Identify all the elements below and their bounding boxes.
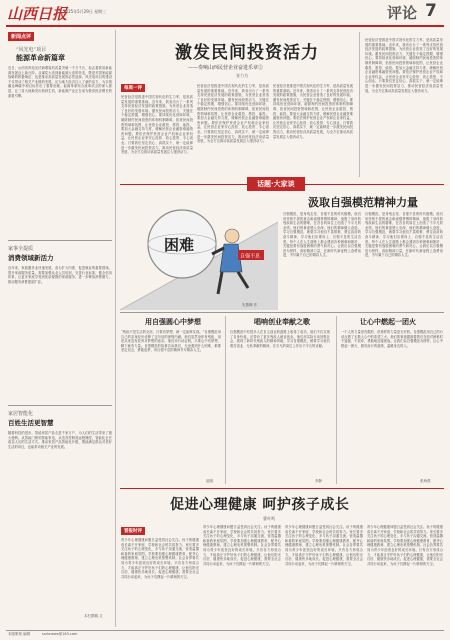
section-title: 评论: [387, 4, 418, 22]
bottom-body-col3: 青少年心理健康问题日益受到社会关注。孩子的健康成长离不开家庭、学校和社会的共同努力。家长要多关注孩子的心理变化，多与孩子沟通交流，营造温馨和谐的家庭氛围。学校要加强心理健康教育，配齐心理健康教师，建立心理危机预警机制。社会各界要共同为青少年创造良好的成长环境。只有各方形成合力，才能真正守护好孩子们的心理健康，让他们阳光自信、健康快乐地成长。促进心理健康，需要全社会共同行动起来，为孩子们撑起一片晴朗的天空。: [285, 525, 363, 566]
top-body-col3: 民营经济是推进中国式现代化的生力军，是高质量发展的重要基础。近年来，我省出台了一系列支持民营经济发展的政策措施，为民营企业营造了良好的发展环境。激发民间投资活力，关键在于稳定预期、增强信心。要持续优化营商环境，破除制约民间投资的体制机制障碍，拓宽民间投资领域和范围，让民营企业敢投、愿投、能投。要加大金融支持力度，缓解民营企业融资难融资贵问题。要依法保护民营企业产权和企业家权益，让民营企业家安心经营、放心投资、专心创业。只要我们坚定信心、真抓实干，就一定能够进一步激发民间投资活力，推动民营经济高质量发展，为全方位推动高质量发展注入强劲动力。: [273, 84, 353, 139]
left-subhead-2: 家事全提质: [8, 246, 34, 252]
top-right-divider: [359, 32, 360, 177]
sub2-author: 李静: [315, 479, 322, 483]
news-comment-tag: 新闻点评: [8, 32, 34, 41]
cartoon-tag: 自强不息: [240, 253, 261, 260]
jinbao-comment-tag: 晋报时评: [121, 527, 145, 535]
sub2-title: 唱响创业奉献之歌: [254, 318, 310, 326]
left-body-1: 近日，山西省风电光伏新增装机容量突破一千万千瓦，标志着我省新能源发展迈上新台阶。从煤炭大省到新能源大省的转变，既是对国家能源战略的积极响应，也是推动高质量发展的必然选择。风光电项目的建设不仅带动了相关产业链的发展，还为地方经济注入了新的活力，为实现碳达峰碳中和目标作出了重要贡献。能源革命综合改革试点的深入推进，让三晋大地焕发出勃勃生机，新能源产业正在成为我省经济增长的重要引擎。: [8, 66, 112, 98]
topic-sub-rule: [120, 312, 444, 313]
left-subhead-1: “风光电”项目: [16, 47, 47, 53]
top-subtitle: ——奏响山西民营企业奋进乐章②: [188, 65, 264, 71]
weekly-comment-tag: 每周一评: [121, 84, 145, 92]
left-body-3: 随着科技的进步，智能家居产品走进千家万户，为人们的生活带来了极大便利。从智能门锁到智能家电，从语音控制到远程操控，智能化正在改变人们的生活方式。推动家居产品智能化升级，既能满足群众对美好生活的向往，也能带动相关产业的发展。: [8, 431, 112, 449]
masthead-logo: 山西日报: [7, 5, 68, 23]
topic-body-col1: 自强模范，是身残志坚、自强不息的时代楷模。他们用坚韧不拔的意志和顽强拼搏的精神，战胜了身体的残疾和生活的磨难，在各自的岗位上创造了不平凡的业绩。他们的事迹感人至深，他们的精神催人奋进。学习自强模范，就要学习他们不畏艰难、勇往直前的奋斗精神，学习他们乐观向上、自强不息的生活态度。每个人在人生道路上都会遇到各种困难和挫折，关键是要有战胜困难的勇气和决心。让我们以自强模范为榜样，汲取精神力量，在新时代新征程上奋勇前进，书写属于自己的精彩人生。: [283, 212, 361, 258]
left-divider-1: [8, 240, 112, 241]
sub1-author: 赵刚: [206, 479, 213, 483]
top-headline: 激发民间投资活力: [175, 43, 319, 63]
issue-date: 2025年5月29日 星期三: [63, 9, 107, 14]
top-body-col1: 民营经济是推进中国式现代化的生力军，是高质量发展的重要基础。近年来，我省出台了一系列支持民营经济发展的政策措施，为民营企业营造了良好的发展环境。激发民间投资活力，关键在于稳定预期、增强信心。要持续优化营商环境，破除制约民间投资的体制机制障碍，拓宽民间投资领域和范围，让民营企业敢投、愿投、能投。要加大金融支持力度，缓解民营企业融资难融资贵问题。要依法保护民营企业产权和企业家权益，让民营企业家安心经营、放心投资、专心创业。只要我们坚定信心、真抓实干，就一定能够进一步激发民间投资活力，推动民营经济高质量发展，为全方位推动高质量发展注入强劲动力。: [121, 95, 193, 155]
sub1-title: 用自强圆心中梦想: [145, 318, 201, 326]
bottom-body-col1: 青少年心理健康问题日益受到社会关注。孩子的健康成长离不开家庭、学校和社会的共同努力。家长要多关注孩子的心理变化，多与孩子沟通交流，营造温馨和谐的家庭氛围。学校要加强心理健康教育，配齐心理健康教师，建立心理危机预警机制。社会各界要共同为青少年创造良好的成长环境。只有各方形成合力，才能真正守护好孩子们的心理健康，让他们阳光自信、健康快乐地成长。促进心理健康，需要全社会共同行动起来，为孩子们撑起一片晴朗的天空。: [121, 538, 199, 579]
bottom-body-col2: 青少年心理健康问题日益受到社会关注。孩子的健康成长离不开家庭、学校和社会的共同努力。家长要多关注孩子的心理变化，多与孩子沟通交流，营造温馨和谐的家庭氛围。学校要加强心理健康教育，配齐心理健康教师，建立心理危机预警机制。社会各界要共同为青少年创造良好的成长环境。只有各方形成合力，才能真正守护好孩子们的心理健康，让他们阳光自信、健康快乐地成长。促进心理健康，需要全社会共同行动起来，为孩子们撑起一片晴朗的天空。: [203, 525, 281, 566]
topic-banner: 话题·大家谈: [247, 177, 305, 191]
sub2-body: 自强模范中有很多人在自主创业的道路上取得了成功，他们不仅实现了自身价值，还带动了更多残疾人就业创业。他们用实际行动回报社会，展现了新时代残疾人的精神风貌。学习自强模范，就要学习他们艰苦创业、无私奉献的精神，在平凡的岗位上作出不平凡的贡献。: [230, 330, 330, 348]
sub3-author: 张海燕: [420, 479, 431, 483]
footer-email: sxrbnews@163.com: [42, 632, 78, 636]
bottom-author: 曹叶鸣: [263, 516, 275, 521]
footer-label: 本版策划 编辑: [8, 632, 31, 636]
left-author: 本栏撰稿 文: [84, 614, 103, 618]
bottom-rule: [120, 488, 444, 489]
left-column-divider: [115, 30, 116, 627]
sub-divider-1: [225, 316, 226, 484]
top-author: 张力为: [236, 73, 248, 78]
top-body-col2: 民营经济是推进中国式现代化的生力军，是高质量发展的重要基础。近年来，我省出台了一系列支持民营经济发展的政策措施，为民营企业营造了良好的发展环境。激发民间投资活力，关键在于稳定预期、增强信心。要持续优化营商环境，破除制约民间投资的体制机制障碍，拓宽民间投资领域和范围，让民营企业敢投、愿投、能投。要加大金融支持力度，缓解民营企业融资难融资贵问题。要依法保护民营企业产权和企业家权益，让民营企业家安心经营、放心投资、专心创业。只要我们坚定信心、真抓实干，就一定能够进一步激发民间投资活力，推动民营经济高质量发展，为全方位推动高质量发展注入强劲动力。: [197, 84, 269, 144]
left-body-2: 近年来，家政服务业快速发展，成为扩大内需、促进就业的重要领域。提升家政服务质量，需要加强从业人员培训，完善行业标准，健全信用体系，让更多家庭享受到优质便捷的家政服务，进一步释放消费潜力，推动服务消费提质扩容。: [8, 266, 112, 284]
page-number: 7: [425, 1, 437, 21]
left-headline-2: 消费领域新活力: [8, 254, 54, 262]
left-subhead-3: 家居智能化: [8, 411, 34, 417]
left-headline-3: 百姓生活更智慧: [8, 419, 54, 427]
topic-headline: 汲取自强模范精神力量: [308, 196, 418, 209]
bottom-body-col4: 青少年心理健康问题日益受到社会关注。孩子的健康成长离不开家庭、学校和社会的共同努力。家长要多关注孩子的心理变化，多与孩子沟通交流，营造温馨和谐的家庭氛围。学校要加强心理健康教育，配齐心理健康教师，建立心理危机预警机制。社会各界要共同为青少年创造良好的成长环境。只有各方形成合力，才能真正守护好孩子们的心理健康，让他们阳光自信、健康快乐地成长。促进心理健康，需要全社会共同行动起来，为孩子们撑起一片晴朗的天空。: [367, 525, 443, 566]
sub3-body: 一个人的力量是有限的，但榜样的力量是无穷的。自强模范用自己的行动点燃了无数人心中的希望之火。他们的事迹激励着我们在面对困难时不退缩、不放弃，勇敢地迎接挑战。让我们以自强模范为榜样，让心中燃起一团火，照亮前行的道路，温暖身边的人。: [341, 330, 443, 348]
topic-body-col2: 自强模范，是身残志坚、自强不息的时代楷模。他们用坚韧不拔的意志和顽强拼搏的精神，战胜了身体的残疾和生活的磨难，在各自的岗位上创造了不平凡的业绩。他们的事迹感人至深，他们的精神催人奋进。学习自强模范，就要学习他们不畏艰难、勇往直前的奋斗精神，学习他们乐观向上、自强不息的生活态度。每个人在人生道路上都会遇到各种困难和挫折，关键是要有战胜困难的勇气和决心。让我们以自强模范为榜样，汲取精神力量，在新时代新征程上奋勇前进，书写属于自己的精彩人生。: [365, 212, 443, 258]
bottom-headline: 促进心理健康 呵护孩子成长: [170, 497, 350, 513]
left-divider-2: [8, 405, 112, 406]
header-rule: [6, 25, 444, 27]
sub3-title: 让心中燃起一团火: [360, 318, 416, 326]
sub1-body: “残疾不是生活的全部，只要有梦想，就一定能够实现。”自强模范用自己的亲身经历诠释了这句话的深刻内涵。他们虽然身体有残疾，但是从来没有放弃对梦想的追求。他们用行动证明，只要心中有梦想，脚下就有力量。自强模范的故事告诉我们，无论遇到什么困难，都要坚定信念，勇敢追梦，用自强不息的精神书写精彩人生。: [121, 330, 221, 353]
cartoon-credit: 朱慧卿 作: [242, 303, 258, 307]
cartoon-label: 困难: [164, 236, 195, 254]
footer-rule: [6, 630, 444, 631]
cartoon-illustration: [120, 192, 278, 310]
left-headline-1: 能源革命新篇章: [16, 54, 65, 62]
sub-divider-2: [336, 316, 337, 484]
top-body-col4: 民营经济是推进中国式现代化的生力军，是高质量发展的重要基础。近年来，我省出台了一系列支持民营经济发展的政策措施，为民营企业营造了良好的发展环境。激发民间投资活力，关键在于稳定预期、增强信心。要持续优化营商环境，破除制约民间投资的体制机制障碍，拓宽民间投资领域和范围，让民营企业敢投、愿投、能投。要加大金融支持力度，缓解民营企业融资难融资贵问题。要依法保护民营企业产权和企业家权益，让民营企业家安心经营、放心投资、专心创业。只要我们坚定信心、真抓实干，就一定能够进一步激发民间投资活力，推动民营经济高质量发展，为全方位推动高质量发展注入强劲动力。: [365, 38, 443, 93]
